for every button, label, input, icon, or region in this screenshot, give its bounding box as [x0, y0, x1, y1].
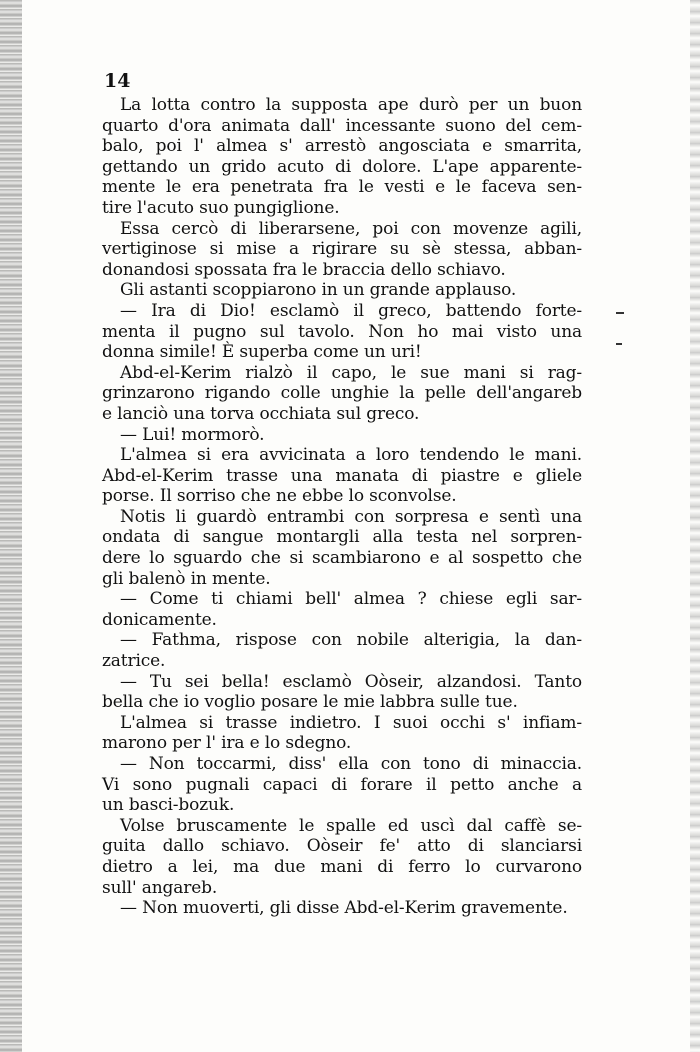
margin-mark	[616, 312, 624, 314]
text-line: marono per l' ira e lo sdegno.	[102, 733, 352, 754]
text-line: guita dallo schiavo. Oòseir fe' atto di slanciarsi	[102, 836, 582, 857]
text-line: L'almea si era avvicinata a loro tendendo le mani.	[120, 445, 582, 466]
text-line: quarto d'ora animata dall' incessante suono del cem-	[102, 115, 582, 136]
text-line: dere lo sguardo che si scambiarono e al sospetto che	[102, 548, 582, 569]
text-line: tire l'acuto suo pungiglione.	[102, 197, 340, 218]
text-line: e lanciò una torva occhiata sul greco.	[102, 403, 420, 424]
text-line: Gli astanti scoppiarono in un grande applauso.	[120, 280, 517, 301]
scan-edge-left	[0, 0, 22, 1052]
text-line: La lotta contro la supposta ape durò per un buon	[120, 95, 582, 115]
text-line: Abd-el-Kerim rialzò il capo, le sue mani si rag-	[120, 362, 582, 383]
body-text	[102, 95, 582, 919]
text-line: — Come ti chiami bell' almea ? chiese egli sar-	[120, 589, 582, 610]
text-line: donandosi spossata fra le braccia dello schiavo.	[102, 259, 506, 280]
text-line: Abd-el-Kerim trasse una manata di piastre e gliele	[102, 465, 582, 486]
text-line: grinzarono rigando colle unghie la pelle dell'angareb	[102, 383, 582, 404]
text-line: — Tu sei bella! esclamò Oòseir, alzandosi. Tanto	[120, 671, 582, 692]
text-line: Vi sono pugnali capaci di forare il petto anche a	[102, 774, 582, 795]
text-line: gli balenò in mente.	[102, 568, 271, 589]
text-line: dietro a lei, ma due mani di ferro lo curvarono	[102, 856, 582, 877]
text-line: — Lui! mormorò.	[120, 424, 265, 445]
text-line: Volse bruscamente le spalle ed uscì dal caffè se-	[120, 815, 582, 836]
text-line: ondata di sangue montargli alla testa nel sorpren-	[102, 527, 582, 548]
text-line: porse. Il sorriso che ne ebbe lo sconvolse.	[102, 486, 457, 507]
text-line: donna simile! È superba come un uri!	[102, 342, 422, 363]
text-line: Essa cercò di liberarsene, poi con movenze agili,	[120, 218, 582, 239]
text-line: vertiginose si mise a rigirare su sè stessa, abban-	[102, 239, 582, 260]
text-line: — Ira di Dio! esclamò il greco, battendo forte-	[120, 300, 582, 321]
text-line: L'almea si trasse indietro. I suoi occhi s' infiam-	[120, 712, 582, 733]
text-line: — Non muoverti, gli disse Abd-el-Kerim gravemente.	[120, 898, 568, 919]
text-line: sull' angareb.	[102, 877, 218, 898]
text-line: mente le era penetrata fra le vesti e le faceva sen-	[102, 177, 582, 198]
text-line: Notis li guardò entrambi con sorpresa e sentì una	[120, 506, 582, 527]
text-line: bella che io voglio posare le mie labbra sulle tue.	[102, 692, 518, 713]
text-line: balo, poi l' almea s' arrestò angosciata e smarrita,	[102, 136, 582, 157]
text-line: menta il pugno sul tavolo. Non ho mai visto una	[102, 321, 582, 342]
text-line: un basci-bozuk.	[102, 795, 235, 816]
text-line: — Non toccarmi, diss' ella con tono di minaccia.	[120, 754, 582, 774]
text-line: zatrice.	[102, 651, 166, 672]
text-line: donicamente.	[102, 609, 217, 630]
text-line: — Fathma, rispose con nobile alterigia, la dan-	[120, 630, 582, 651]
margin-mark	[616, 343, 622, 345]
text-line: gettando un grido acuto di dolore. L'ape apparente-	[102, 156, 582, 177]
page-number: 14	[104, 70, 131, 92]
scan-edge-right	[690, 0, 700, 1052]
